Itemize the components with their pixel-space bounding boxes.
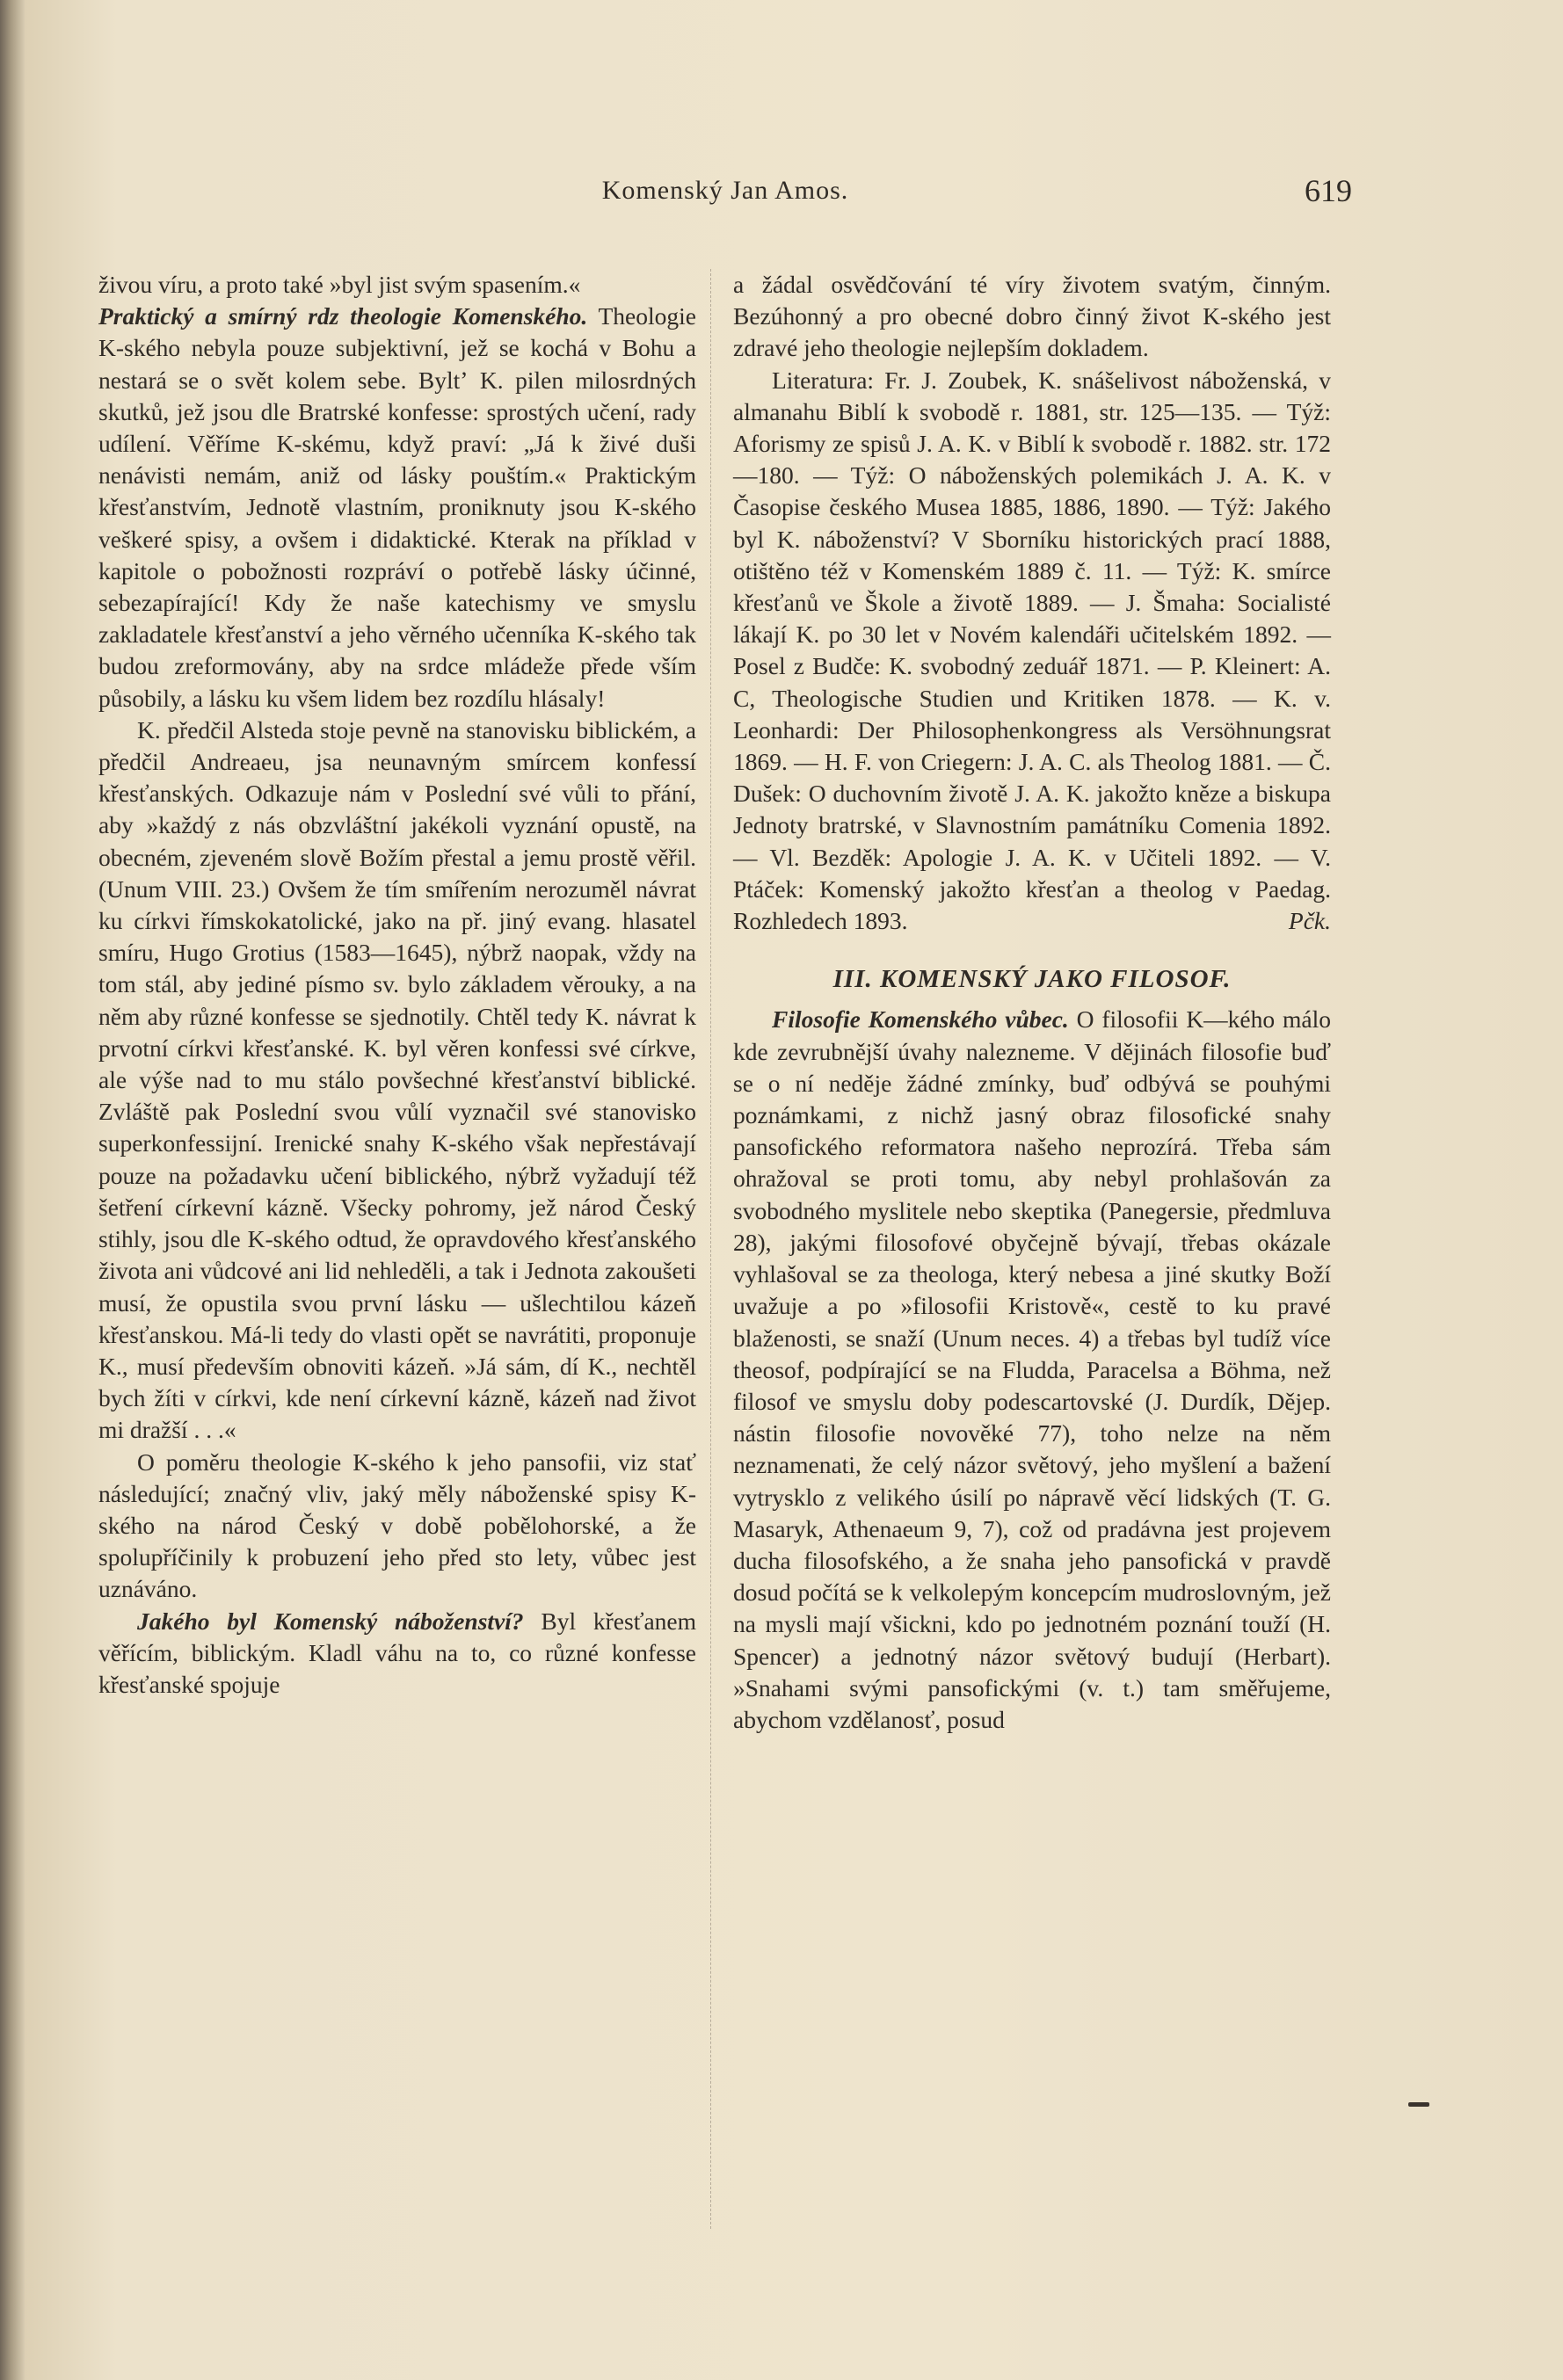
paragraph — [98, 269, 696, 301]
paragraph — [98, 1606, 696, 1702]
paragraph-text: Literatura: Fr. J. Zoubek, K. snášelivost náboženská, v almanahu Biblí k svobodě r. 1881, str. 125—135. — Týž: Aforismy ze spisů J. A. K. v Biblí k svobodě r. 1882. str. 172—180. — Týž: O náboženských polemikách J. A. K. v Časopise českého Musea 1885, 1886, 1890. — Týž: Jakého byl K. náboženství? V Sborníku historických prací 1888, otištěno též v Komenském 1889 č. 11. — Týž: K. smírce křesťanů ve Škole a životě 1889. — J. Šmaha: Socialisté lákají K. po 30 let v Novém kalendáři učitelském 1892. — Posel z Budče: K. svobodný zeduář 1871. — P. Kleinert: A. C, Theologische Studien und Kritiken 1878. — K. v. Leonhardi: Der Philosophenkongress als Versöhnungsrat 1869. — H. F. von Criegern: J. A. C. als Theolog 1881. — Č. Dušek: O duchovním životě J. A. K. jakožto kněze a biskupa Jednoty bratrské, v Slavnostním památníku Comenia 1892. — Vl. Bezděk: Apologie J. A. K. v Učiteli 1892. — V. Ptáček: Komenský jakožto křesťan a theolog v Paedag. Rozhledech 1893. — [733, 366, 1331, 935]
paragraph — [98, 715, 696, 1447]
running-head: Komenský Jan Amos. — [601, 176, 849, 205]
left-column — [98, 269, 696, 1701]
paragraph — [98, 1447, 696, 1606]
page-number: 619 — [1305, 173, 1352, 208]
paragraph-text: O poměru theologie K-ského k jeho pansofii, viz stať následující; značný vliv, jaký měly náboženské spisy K-ského na národ Český v době pobělohorské, a že spolupříčinily k probuzení jeho před sto lety, vůbec jest uznáváno. — [98, 1448, 696, 1603]
paragraph — [733, 365, 1331, 938]
column-divider — [710, 269, 711, 2229]
paragraph-text: a žádal osvědčování té víry životem svatým, činným. Bezúhonný a pro obecné dobro činný život K-ského jest zdravé jeho theologie nejlepším dokladem. — [733, 271, 1331, 362]
paragraph-lead: Praktický a smírný rdz theologie Komenského. — [98, 302, 588, 330]
right-column — [733, 269, 1331, 1736]
paragraph-lead: Filosofie Komenského vůbec. — [772, 1005, 1069, 1034]
paragraph-text: Theologie K-ského nebyla pouze subjektivní, jež se kochá v Bohu a nestará se o svět kolem sebe. Byltʼ K. pilen milosrdných skutků, jež jsou dle Bratrské konfesse: sprostých učení, rady udílení. Věříme K-skému, když praví: „Já k živé duši nenávisti nemám, aniž od lásky pouštím.« Praktickým křesťanstvím, Jednotě vlastním, proniknuty jsou K-ského veškeré spisy, a ovšem i didaktické. Kterak na příklad v kapitole o pobožnosti rozpráví o potřebě lásky účinné, sebezapírající! Kdy že naše katechismy ve smyslu zakladatele křesťanství a jeho věrného učenníka K-ského tak budou zreformovány, aby na srdce mládeže přede vším působily, a lásku ku všem lidem bez rozdílu hlásaly! — [98, 302, 697, 712]
section-heading: III. KOMENSKÝ JAKO FILOSOF. — [832, 965, 1232, 994]
page-header — [98, 173, 1352, 220]
paragraph — [733, 269, 1331, 365]
author-signature: Pčk. — [1288, 907, 1331, 935]
margin-mark — [1408, 2102, 1429, 2107]
paragraph-text: K. předčil Alsteda stoje pevně na stanovisku biblickém, a předčil Andreaeu, jsa neunavným smírcem konfessí křesťanských. Odkazuje nám v Poslední své vůli to přání, aby »každý z nás obzvláštní jakékoli vyznání opustě, na obecném, zjeveném slově Božím přestal a jemu prostě věřil. (Unum VIII. 23.) Ovšem že tím smířením nerozuměl návrat ku církvi římskokatolické, jako na př. jiný evang. hlasatel smíru, Hugo Grotius (1583—1645), nýbrž naopak, vždy na tom stál, aby jediné písmo sv. bylo základem věrouky, a na něm aby různé konfesse se sjednotily. Chtěl tedy K. návrat k prvotní církvi křesťanské. K. byl věren konfessi své církve, ale výše nad to mu stálo povšechné křesťanství biblické. Zvláště pak Poslední svou vůlí vyznačil své stanovisko superkonfessijní. Irenické snahy K-ského však nepřestávají pouze na požadavku učení biblického, nýbrž vyžadují též šetření církevní kázně. Všecky pohromy, jež národ Český stihly, jsou dle K-ského odtud, že opravdového křesťanského života ani vůdcové ani lid nehleděli, a tak i Jednota zakoušeti musí, že opustila svou první lásku — ušlechtilou kázeň křesťanskou. Má-li tedy do vlasti opět se navrátiti, proponuje K., musí především obnoviti kázeň. »Já sám, dí K., nechtěl bych žíti v církvi, kde není církevní kázně, kázeň nad život mi dražší . . .« — [98, 715, 696, 1444]
paragraph-text: O filosofii K—kého málo kde zevrubnější úvahy nalezneme. V dějinách filosofie buď se o ní neděje žádné zmínky, buď odbývá se pouhými poznámkami, z nichž jasný obraz filosofické snahy pansofického reformatora našeho neprozírá. Třeba sám ohražoval se proti tomu, aby nebyl prohlašován za svobodného myslitele nebo skeptika (Panegersie, předmluva 28), jakými filosofové obyčejně bývají, třebas okázale vyhlašoval se za theologa, který nebesa a jiné skutky Boží uvažuje a po »filosofii Kristově«, cestě to ku pravé blaženosti, se snaží (Unum neces. 4) a třebas byl tudíž více theosof, podpírající se na Fludda, Paracelsa a Böhma, než filosof ve smyslu doby podescartovské (J. Durdík, Dějep. nástin filosofie novověké 77), toho nelze na něm neznamenati, že celý názor světový, jeho myšlení a bažení vytrysklo z velikého úsilí po nápravě věcí lidských (T. G. Masaryk, Athenaeum 9, 7), což od pradávna jest projevem ducha filosofského, a že snaha jeho pansofická v pravdě dosud počítá se k velkolepým koncepcím mudroslovným, jež na mysli mají všickni, kdo po jednotném poznání touží (H. Spencer) a jednotný názor světový budují (Herbart). »Snahami svými pansofickými (v. t.) tam směřujeme, abychom vzdělanosť, posud — [733, 1005, 1331, 1733]
paragraph-text: živou víru, a proto také »byl jist svým spasením.« — [98, 271, 581, 298]
book-spine-shadow — [0, 0, 25, 2380]
paragraph-text: Byl křesťanem věřícím, biblickým. Kladl váhu na to, co různé konfesse křesťanské spojuje — [98, 1607, 696, 1698]
paragraph — [98, 301, 696, 715]
paragraph — [733, 1004, 1331, 1736]
paragraph-lead: Jakého byl Komenský náboženství? — [137, 1607, 524, 1635]
